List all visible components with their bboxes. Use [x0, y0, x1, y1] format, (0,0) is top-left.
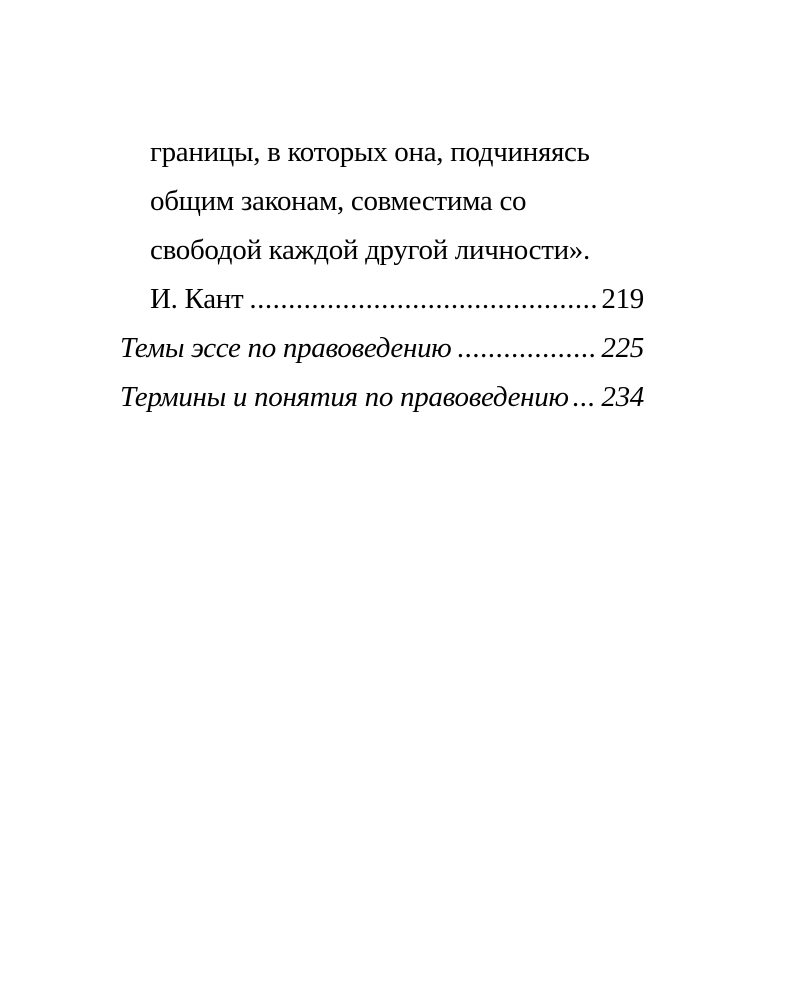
- toc-entry-page-number: 234: [601, 381, 644, 413]
- toc-text-line: свободой каждой другой личности».: [150, 234, 590, 266]
- toc-entry-essay-topics: [120, 324, 644, 373]
- toc-entry-terms: [120, 373, 644, 422]
- toc-entry-page-number: 225: [601, 332, 644, 364]
- toc-entry-title: Термины и понятия по правоведению: [120, 381, 569, 413]
- toc-text-line: общим законам, совместима со: [150, 185, 527, 217]
- toc-entry-kant: [120, 275, 644, 324]
- dot-leader: [249, 275, 597, 324]
- dot-leader: [457, 324, 597, 373]
- table-of-contents: [120, 128, 644, 422]
- dot-leader: [573, 373, 598, 422]
- toc-entry-page-number: 219: [601, 283, 644, 315]
- toc-entry-title: Темы эссе по правоведению: [120, 332, 452, 364]
- toc-text-line: границы, в которых она, подчиняясь: [150, 136, 590, 168]
- toc-entry-title: И. Кант: [150, 283, 244, 315]
